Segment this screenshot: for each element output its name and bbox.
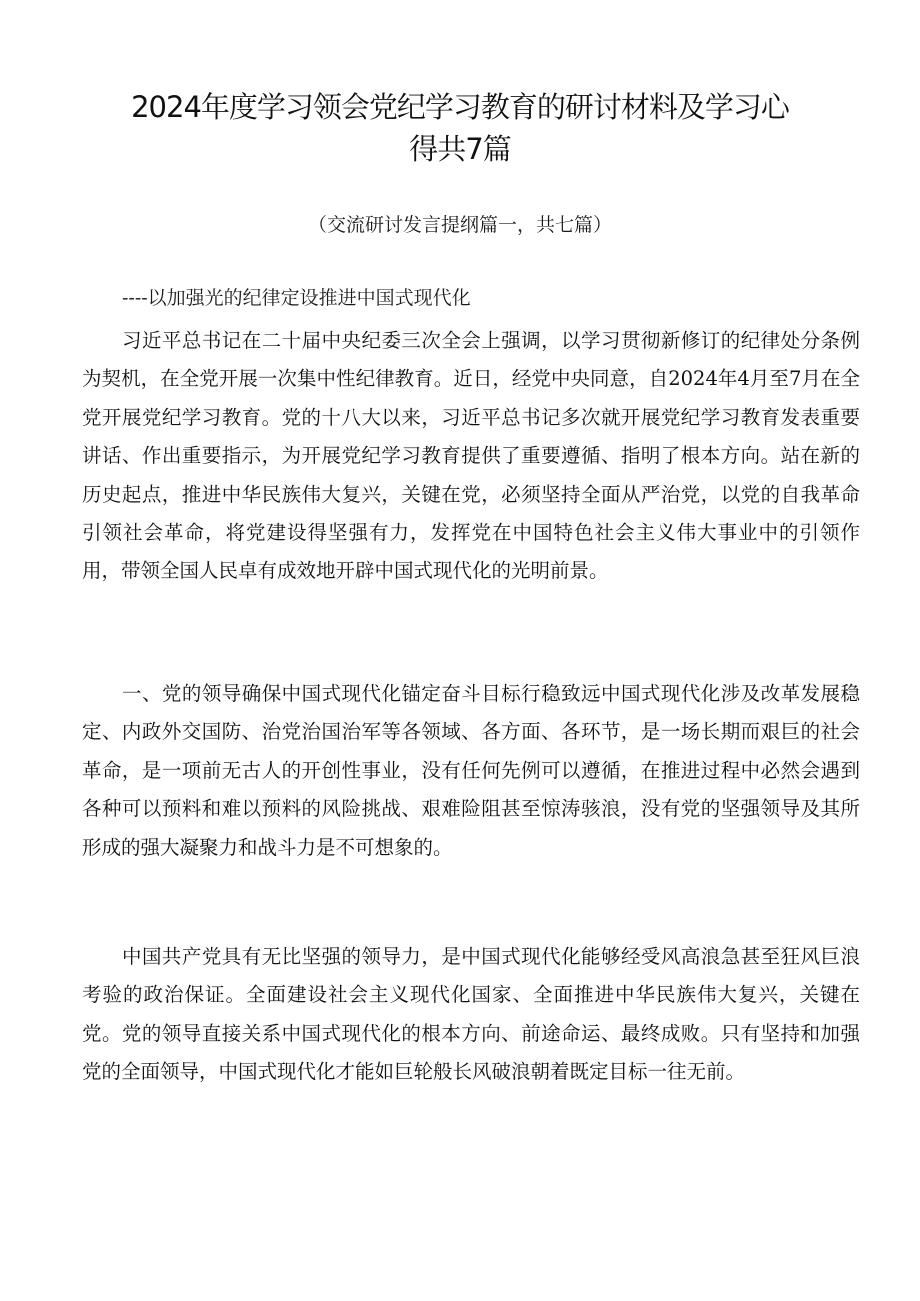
document-subtitle: （交流研讨发言提纲篇一，共七篇） xyxy=(307,214,612,236)
body-paragraph-3: 中国共产党具有无比坚强的领导力，是中国式现代化能够经受风高浪急甚至狂风巨浪考验的政治保证。全面建设社会主义现代化国家、全面推进中华民族伟大复兴，关键在党。党的领导直接关系中国式现代化的根本方向、前途命运、最终成败。只有坚持和加强党的全面领导，中国式现代化才能如巨轮般长风破浪朝着既定目标一往无前。 xyxy=(82,945,860,1084)
body-paragraph-1: 习近平总书记在二十届中央纪委三次全会上强调，以学习贯彻新修订的纪律处分条例为契机，在全党开展一次集中性纪律教育。近日，经党中央同意，自2024年4月至7月在全党开展党纪学习教育。党的十八大以来，习近平总书记多次就开展党纪学习教育发表重要讲话、作出重要指示，为开展党纪学习教育提供了重要遵循、指明了根本方向。站在新的历史起点，推进中华民族伟大复兴，关键在党，必须坚持全面从严治党，以党的自我革命引领社会革命，将党建设得坚强有力，发挥党在中国特色社会主义伟大事业中的引领作用，带领全国人民卓有成效地开辟中国式现代化的光明前景。 xyxy=(82,329,860,583)
body-paragraph-2: 一、党的领导确保中国式现代化锚定奋斗目标行稳致远中国式现代化涉及改革发展稳定、内政外交国防、治党治国治军等各领域、各方面、各环节，是一场长期而艰巨的社会革命，是一项前无古人的开创性事业，没有任何先例可以遵循，在推进过程中必然会遇到各种可以预料和难以预料的风险挑战、艰难险阻甚至惊涛骇浪，没有党的坚强领导及其所形成的强大凝聚力和战斗力是不可想象的。 xyxy=(82,682,860,859)
title-line-2: 得共7篇 xyxy=(409,132,511,166)
document-title xyxy=(90,86,830,170)
document-theme-line: ----以加强光的纪律定设推进中国式现代化 xyxy=(122,287,471,309)
title-line-1: 2024年度学习领会党纪学习教育的研讨材料及学习心 xyxy=(131,90,789,124)
